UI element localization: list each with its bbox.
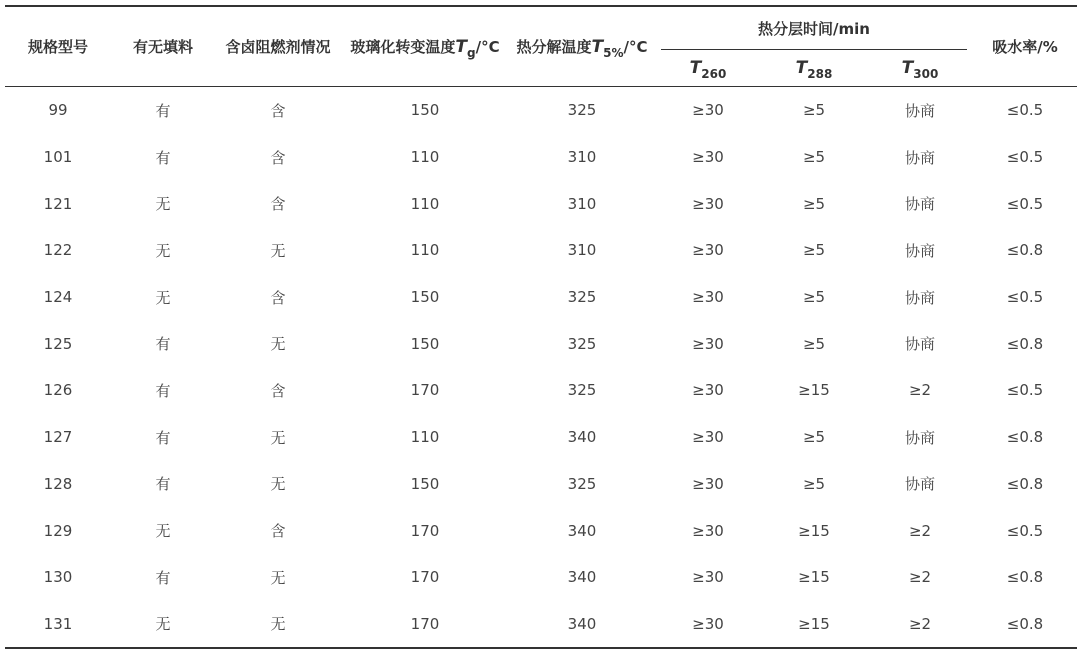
cell-halogen: 含 <box>270 195 286 214</box>
cell-spec: 122 <box>43 241 73 260</box>
header-t300 <box>867 50 973 87</box>
cell-spec: 99 <box>48 101 68 120</box>
table-row <box>5 367 1077 414</box>
cell-t288: ≥5 <box>802 474 826 493</box>
cell-t260: ≥30 <box>692 334 724 353</box>
cell-water: ≤0.8 <box>973 601 1077 649</box>
cell-halogen: 无 <box>270 428 286 447</box>
cell-filler: 有 <box>155 148 171 167</box>
cell-filler: 有 <box>155 381 171 400</box>
cell-tg: 150 <box>410 474 440 493</box>
cell-t260: ≥30 <box>655 601 761 649</box>
header-tg-unit: /°C <box>475 38 500 56</box>
cell-filler: 有 <box>155 101 171 120</box>
cell-t288: ≥5 <box>802 288 826 307</box>
cell-water: ≤0.5 <box>1006 101 1044 120</box>
header-water: 吸水率/% <box>973 6 1077 87</box>
cell-spec: 101 <box>43 148 73 167</box>
table-row <box>5 320 1077 367</box>
header-tg-var: T <box>455 37 468 57</box>
header-delam <box>655 6 973 50</box>
cell-halogen: 无 <box>270 241 286 260</box>
cell-t300: 协商 <box>904 148 935 167</box>
header-t260 <box>655 50 761 87</box>
cell-td: 325 <box>567 101 597 120</box>
header-t288-var: T <box>795 58 808 78</box>
cell-t300: 协商 <box>904 475 935 494</box>
cell-t288: ≥5 <box>802 148 826 167</box>
cell-t260: ≥30 <box>692 428 724 447</box>
cell-t260: ≥30 <box>692 241 724 260</box>
cell-filler: 无 <box>155 522 171 541</box>
cell-tg: 110 <box>410 148 440 167</box>
cell-halogen: 含 <box>270 522 286 541</box>
table-row <box>5 180 1077 227</box>
header-tg-prefix: 玻璃化转变温度 <box>350 38 456 56</box>
cell-t300: ≥2 <box>908 568 932 587</box>
table-row <box>5 414 1077 461</box>
header-group-divider <box>661 49 967 50</box>
cell-td: 340 <box>567 428 597 447</box>
cell-tg: 150 <box>410 334 440 353</box>
cell-t300: 协商 <box>904 335 935 354</box>
cell-tg: 150 <box>410 288 440 307</box>
header-spec: 规格型号 <box>5 6 111 87</box>
header-td-unit: /°C <box>623 38 648 56</box>
cell-t300: 协商 <box>904 195 935 214</box>
cell-water: ≤0.5 <box>1006 148 1044 167</box>
table-row <box>5 461 1077 508</box>
cell-spec: 127 <box>43 428 73 447</box>
header-halogen: 含卤阻燃剂情况 <box>215 6 341 87</box>
cell-spec: 125 <box>43 334 73 353</box>
cell-water: ≤0.8 <box>1006 428 1044 447</box>
cell-t260: ≥30 <box>692 194 724 213</box>
table-body <box>5 87 1077 649</box>
cell-spec: 128 <box>43 474 73 493</box>
cell-filler: 有 <box>155 475 171 494</box>
cell-tg: 170 <box>410 568 440 587</box>
cell-spec: 121 <box>43 194 73 213</box>
cell-t288: ≥15 <box>761 601 867 649</box>
header-filler: 有无填料 <box>111 6 215 87</box>
header-delam-label: 热分层时间/min <box>758 20 870 38</box>
cell-halogen: 含 <box>270 381 286 400</box>
header-tg-sub: g <box>467 46 476 60</box>
cell-tg: 170 <box>410 381 440 400</box>
cell-filler: 无 <box>155 195 171 214</box>
table-row <box>5 227 1077 274</box>
cell-t260: ≥30 <box>692 288 724 307</box>
cell-t288: ≥5 <box>802 334 826 353</box>
table-header <box>5 6 1077 87</box>
cell-halogen: 含 <box>270 148 286 167</box>
cell-t288: ≥5 <box>802 428 826 447</box>
header-t300-var: T <box>901 58 914 78</box>
cell-td: 310 <box>567 241 597 260</box>
table-row <box>5 601 1077 649</box>
cell-water: ≤0.5 <box>1006 288 1044 307</box>
cell-td: 340 <box>567 568 597 587</box>
cell-td: 310 <box>567 148 597 167</box>
cell-halogen: 无 <box>215 601 341 649</box>
table-row <box>5 134 1077 181</box>
cell-tg: 170 <box>410 521 440 540</box>
cell-spec: 131 <box>5 601 111 649</box>
cell-water: ≤0.8 <box>1006 241 1044 260</box>
cell-t260: ≥30 <box>692 148 724 167</box>
header-t300-sub: 300 <box>913 67 939 81</box>
cell-spec: 129 <box>43 521 73 540</box>
cell-halogen: 含 <box>270 288 286 307</box>
cell-tg: 110 <box>410 241 440 260</box>
cell-halogen: 无 <box>270 568 286 587</box>
cell-spec: 124 <box>43 288 73 307</box>
cell-t288: ≥15 <box>798 381 830 400</box>
cell-t300: 协商 <box>904 101 935 120</box>
header-t288 <box>761 50 867 87</box>
header-td <box>509 6 655 87</box>
cell-t260: ≥30 <box>692 474 724 493</box>
cell-tg: 110 <box>410 194 440 213</box>
cell-water: ≤0.8 <box>1006 334 1044 353</box>
cell-spec: 130 <box>43 568 73 587</box>
cell-water: ≤0.5 <box>1006 381 1044 400</box>
cell-t260: ≥30 <box>692 568 724 587</box>
cell-t288: ≥15 <box>798 521 830 540</box>
cell-tg: 110 <box>410 428 440 447</box>
cell-filler: 有 <box>155 335 171 354</box>
header-tg <box>341 6 509 87</box>
cell-tg: 150 <box>410 101 440 120</box>
header-td-var: T <box>591 37 604 57</box>
table-row <box>5 554 1077 601</box>
cell-t260: ≥30 <box>692 381 724 400</box>
cell-water: ≤0.5 <box>1006 194 1044 213</box>
header-td-sub: 5% <box>603 46 624 60</box>
cell-td: 325 <box>567 474 597 493</box>
cell-t300: ≥2 <box>908 521 932 540</box>
cell-t300: 协商 <box>904 241 935 260</box>
header-t288-sub: 288 <box>807 67 833 81</box>
cell-t288: ≥5 <box>802 241 826 260</box>
cell-td: 325 <box>567 381 597 400</box>
table-row <box>5 274 1077 321</box>
cell-filler: 有 <box>155 428 171 447</box>
cell-t288: ≥5 <box>802 101 826 120</box>
cell-t300: ≥2 <box>908 381 932 400</box>
cell-tg: 170 <box>341 601 509 649</box>
cell-filler: 无 <box>155 241 171 260</box>
cell-halogen: 含 <box>270 101 286 120</box>
cell-water: ≤0.8 <box>1006 474 1044 493</box>
cell-td: 340 <box>509 601 655 649</box>
cell-td: 310 <box>567 194 597 213</box>
cell-spec: 126 <box>43 381 73 400</box>
table-row <box>5 87 1077 134</box>
cell-halogen: 无 <box>270 335 286 354</box>
spec-table <box>5 5 1077 649</box>
cell-water: ≤0.5 <box>1006 521 1044 540</box>
header-t260-var: T <box>689 58 702 78</box>
cell-t260: ≥30 <box>692 521 724 540</box>
cell-filler: 有 <box>155 568 171 587</box>
cell-td: 325 <box>567 288 597 307</box>
cell-filler: 无 <box>155 288 171 307</box>
table-row <box>5 507 1077 554</box>
cell-t260: ≥30 <box>692 101 724 120</box>
cell-filler: 无 <box>111 601 215 649</box>
cell-halogen: 无 <box>270 475 286 494</box>
cell-t300: 协商 <box>904 288 935 307</box>
cell-t288: ≥15 <box>798 568 830 587</box>
header-t260-sub: 260 <box>701 67 727 81</box>
cell-t300: ≥2 <box>867 601 973 649</box>
cell-td: 325 <box>567 334 597 353</box>
cell-t300: 协商 <box>904 428 935 447</box>
header-td-prefix: 热分解温度 <box>516 38 592 56</box>
cell-td: 340 <box>567 521 597 540</box>
cell-t288: ≥5 <box>802 194 826 213</box>
cell-water: ≤0.8 <box>1006 568 1044 587</box>
